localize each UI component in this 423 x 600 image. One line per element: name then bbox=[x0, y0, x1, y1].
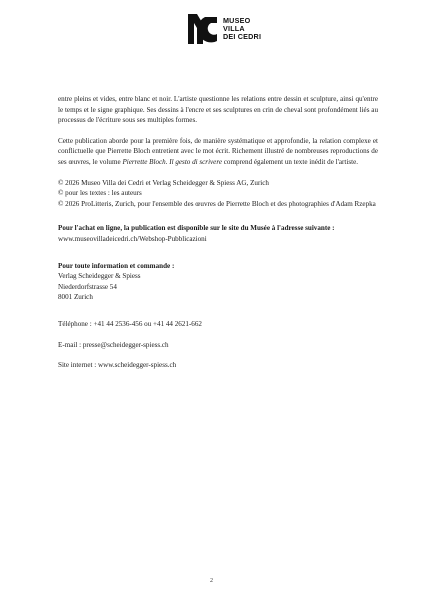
intro-paragraph: entre pleins et vides, entre blanc et noir. L'artiste questionne les relations entre dessin et sculpture, ainsi qu'entre le temps et le signe graphique. Ses dessins à l'encre et ses sculptures en crin de cheval sont profondément liés au processus de l'écriture sous ses multiples formes. bbox=[58, 95, 378, 125]
book-title: Pierrette Bloch. Il gesto di scrivere bbox=[122, 157, 222, 166]
website-link[interactable]: Site internet : www.scheidegger-spiess.ch bbox=[58, 361, 177, 370]
order-info bbox=[58, 261, 378, 303]
logo-line-2: VILLA bbox=[223, 23, 245, 33]
museum-logo-text bbox=[223, 17, 261, 42]
credit-line: © 2026 ProLitteris, Zurich, pour l'ensemble des œuvres de Pierrette Bloch et des photographies d'Adam Rzepka bbox=[58, 199, 376, 208]
contact-info bbox=[58, 319, 378, 371]
online-purchase-label: Pour l'achat en ligne, la publication est disponible sur le site du Musée à l'adresse suivante : bbox=[58, 224, 335, 233]
header bbox=[188, 14, 261, 44]
credit-line: © pour les textes : les auteurs bbox=[58, 189, 142, 198]
webshop-link[interactable]: www.museovilladeicedri.ch/Webshop-Pubblicazioni bbox=[58, 234, 207, 243]
email-link[interactable]: E-mail : presse@scheidegger-spiess.ch bbox=[58, 340, 169, 349]
publisher-name: Verlag Scheidegger & Spiess bbox=[58, 272, 141, 281]
publisher-city: 8001 Zurich bbox=[58, 293, 93, 302]
order-label: Pour toute information et commande : bbox=[58, 261, 175, 270]
logo-line-3: DEI CEDRI bbox=[223, 32, 262, 42]
publication-text-a: Cette publication aborde pour la première fois, de manière systématique et approfondie, la relation complexe et conflictuelle que Pierrette Bloch entretient avec le mot écrit. Richement illustré de nombreuses reproductions de ses œuvres, le volume bbox=[58, 136, 378, 166]
credits bbox=[58, 178, 378, 210]
page-content bbox=[58, 94, 378, 371]
publisher-street: Niederdorfstrasse 54 bbox=[58, 282, 117, 291]
logo-line-1: MUSEO bbox=[223, 15, 251, 25]
credit-line: © 2026 Museo Villa dei Cedri et Verlag Scheidegger & Spiess AG, Zurich bbox=[58, 178, 269, 187]
page-number: 2 bbox=[210, 578, 213, 584]
publication-paragraph bbox=[58, 136, 378, 168]
phone-line: Téléphone : +41 44 2536-456 ou +41 44 2621-662 bbox=[58, 319, 202, 328]
online-purchase bbox=[58, 223, 378, 244]
museum-logo-icon bbox=[188, 14, 218, 44]
publication-text-b: comprend également un texte inédit de l'artiste. bbox=[221, 157, 358, 166]
